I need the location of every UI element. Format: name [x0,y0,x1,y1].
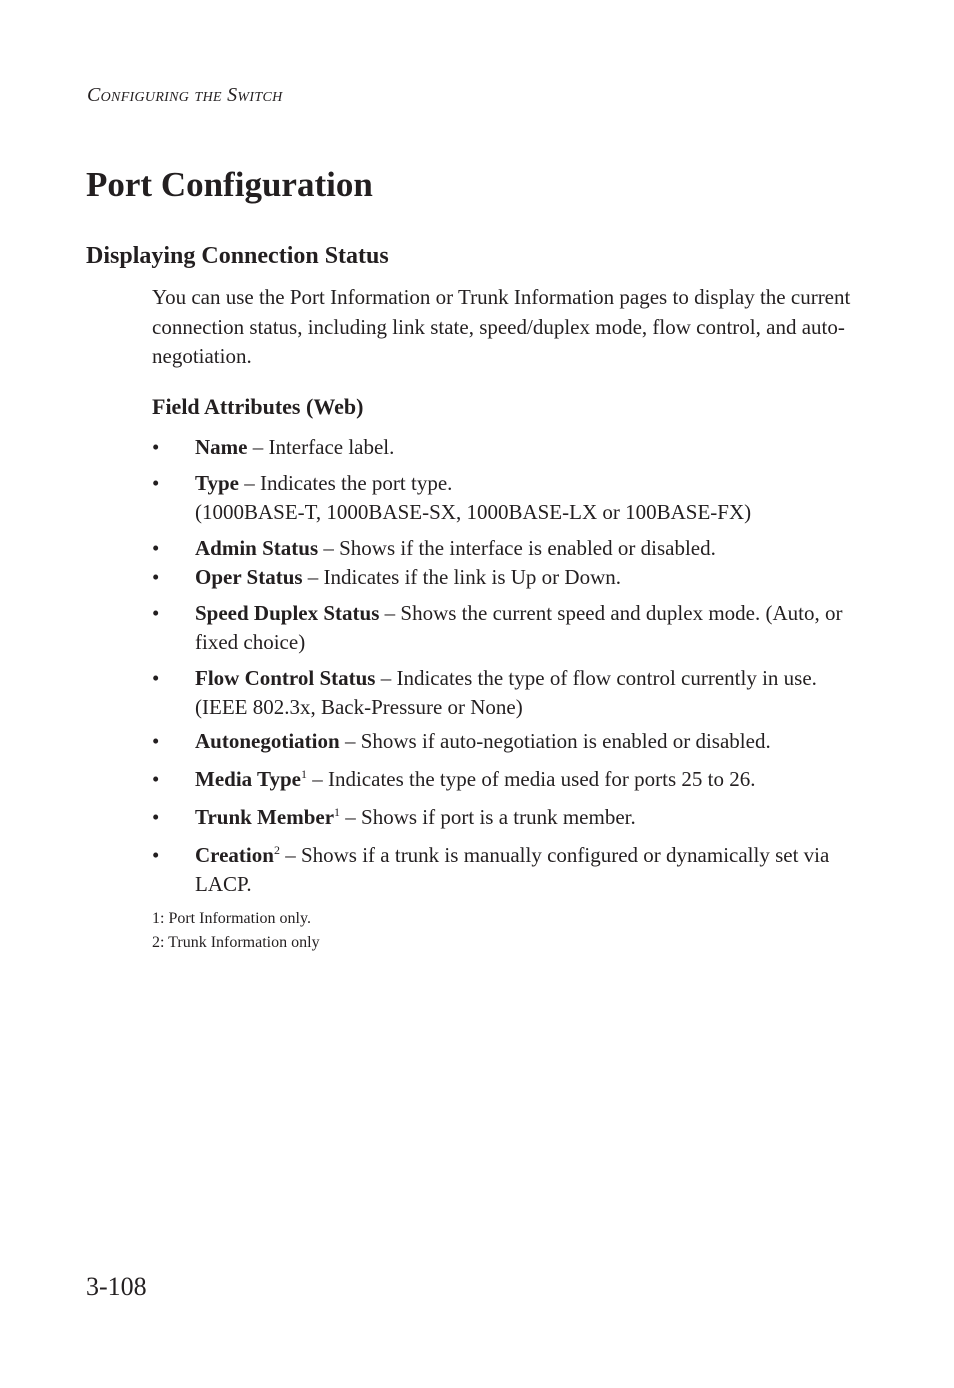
field-description: – Shows the current speed and duplex mode. (Auto, or fixed choice) [195,601,843,654]
intro-paragraph: You can use the Port Information or Trunk Information pages to display the current connection status, including link state, speed/duplex mode, flow control, and auto-negotiation. [152,285,851,368]
field-description: – Indicates the type of media used for ports 25 to 26. [306,767,756,791]
running-header: Configuring the Switch [87,84,283,106]
bullet-marker: • [152,666,160,690]
field-term: Flow Control Status [195,666,376,690]
field-body [195,534,855,563]
field-term: Trunk Member [195,805,335,829]
field-description: – Indicates the port type. [238,471,453,495]
field-description: – Shows if port is a trunk member. [340,805,636,829]
field-description: – Indicates the type of flow control currently in use. (IEEE 802.3x, Back-Pressure or None) [195,666,817,719]
footnote-ref: 1 [300,767,307,781]
bullet-marker: • [152,471,160,495]
footnote-1: 1: Port Information only. [152,910,311,927]
footnote-ref: 1 [334,805,341,819]
field-body [195,664,855,722]
field-body [195,727,855,756]
field-description: – Shows if auto-negotiation is enabled or disabled. [339,729,771,753]
bullet-marker: • [152,729,160,753]
field-term: Autonegotiation [195,729,340,753]
bullet-marker: • [152,767,160,791]
bullet-marker: • [152,435,160,459]
field-body [195,841,855,899]
page-title: Port Configuration [86,165,373,204]
field-body [195,765,855,794]
page-number: 3-108 [86,1272,147,1301]
footnote-2: 2: Trunk Information only [152,934,320,951]
bullet-marker: • [152,843,160,867]
footnote-ref: 2 [273,843,280,857]
field-description: – Shows if a trunk is manually configured or dynamically set via LACP. [195,843,830,896]
field-term: Speed Duplex Status [195,601,380,625]
field-term: Creation [195,843,274,867]
bullet-marker: • [152,565,160,589]
footnotes [152,907,320,955]
field-body [195,563,855,592]
field-description-line2: (1000BASE-T, 1000BASE-SX, 1000BASE-LX or 100BASE-FX) [195,500,752,524]
field-term: Admin Status [195,536,319,560]
field-body [195,433,855,462]
bullet-marker: • [152,536,160,560]
bullet-marker: • [152,805,160,829]
field-term: Oper Status [195,565,303,589]
field-description: – Shows if the interface is enabled or disabled. [318,536,716,560]
field-body [195,469,855,527]
bullet-marker: • [152,601,160,625]
field-term: Media Type [195,767,301,791]
field-body [195,803,855,832]
field-description: – Indicates if the link is Up or Down. [302,565,621,589]
subsection-heading: Field Attributes (Web) [152,394,364,419]
field-body [195,599,855,657]
field-description: – Interface label. [247,435,395,459]
field-term: Type [195,471,239,495]
section-heading: Displaying Connection Status [86,243,389,269]
field-term: Name [195,435,248,459]
